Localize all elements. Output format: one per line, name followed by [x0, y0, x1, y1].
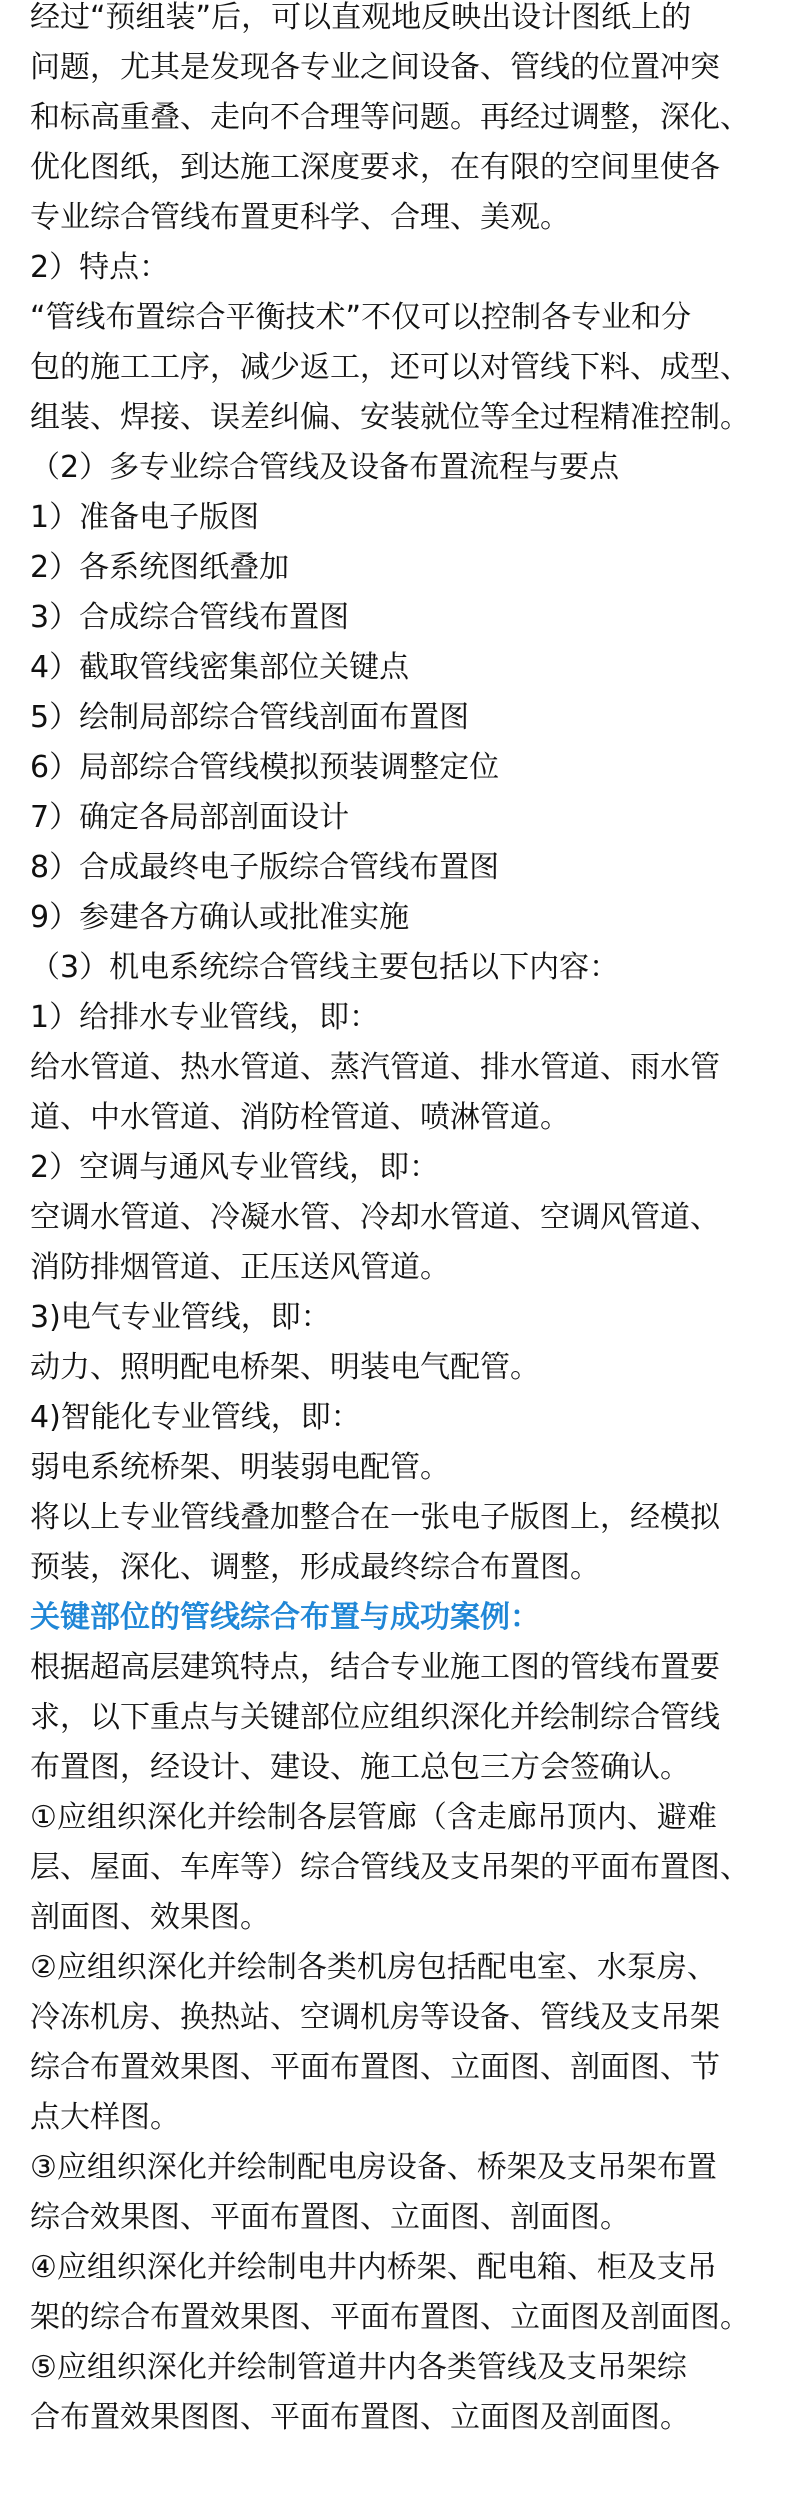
features-line: 组装、焊接、误差纠偏、安装就位等全过程精准控制。 [30, 400, 750, 435]
process-step: 8）合成最终电子版综合管线布置图 [30, 850, 500, 885]
case-line: ①应组织深化并绘制各层管廊（含走廊吊顶内、避难 [30, 1800, 717, 1835]
case-line: ③应组织深化并绘制配电房设备、桥架及支吊架布置 [30, 2150, 717, 2185]
water-heading: 1）给排水专业管线，即： [30, 1000, 380, 1035]
process-step: 2）各系统图纸叠加 [30, 550, 290, 585]
process-step: 4）截取管线密集部位关键点 [30, 650, 410, 685]
features-paragraph [30, 293, 784, 443]
process-step: 5）绘制局部综合管线剖面布置图 [30, 700, 470, 735]
smart-heading: 4)智能化专业管线，即： [30, 1400, 361, 1435]
features-line: “管线布置综合平衡技术”不仅可以控制各专业和分 [30, 300, 692, 335]
intro-line: 经过“预组装”后，可以直观地反映出设计图纸上的 [30, 0, 692, 35]
intro-line: 专业综合管线布置更科学、合理、美观。 [30, 200, 570, 235]
features-heading: 2）特点： [30, 250, 170, 285]
features-line: 包的施工工序，减少返工，还可以对管线下料、成型、 [30, 350, 750, 385]
process-step: 3）合成综合管线布置图 [30, 600, 350, 635]
electrical-line: 动力、照明配电桥架、明装电气配管。 [30, 1350, 540, 1385]
process-step: 6）局部综合管线模拟预装调整定位 [30, 750, 500, 785]
water-line: 给水管道、热水管道、蒸汽管道、排水管道、雨水管 [30, 1050, 720, 1085]
process-steps-list [30, 493, 784, 943]
merge-line: 预装，深化、调整，形成最终综合布置图。 [30, 1550, 600, 1585]
process-step: 7）确定各局部剖面设计 [30, 800, 350, 835]
case-line: 冷冻机房、换热站、空调机房等设备、管线及支吊架 [30, 2000, 720, 2035]
merge-line: 将以上专业管线叠加整合在一张电子版图上，经模拟 [30, 1500, 720, 1535]
cases-heading: 关键部位的管线综合布置与成功案例： [30, 1600, 540, 1635]
water-paragraph [30, 1043, 784, 1143]
water-line: 道、中水管道、消防栓管道、喷淋管道。 [30, 1100, 570, 1135]
electrical-heading: 3)电气专业管线，即： [30, 1300, 331, 1335]
smart-line: 弱电系统桥架、明装弱电配管。 [30, 1450, 450, 1485]
case-line: 剖面图、效果图。 [30, 1900, 270, 1935]
process-heading: （2）多专业综合管线及设备布置流程与要点 [30, 450, 620, 485]
process-step: 9）参建各方确认或批准实施 [30, 900, 410, 935]
hvac-line: 消防排烟管道、正压送风管道。 [30, 1250, 450, 1285]
case-1-paragraph [30, 1793, 784, 1943]
intro-line: 优化图纸，到达施工深度要求，在有限的空间里使各 [30, 150, 720, 185]
case-line: ④应组织深化并绘制电井内桥架、配电箱、柜及支吊 [30, 2250, 717, 2285]
case-line: 合布置效果图图、平面布置图、立面图及剖面图。 [30, 2400, 690, 2435]
content-heading: （3）机电系统综合管线主要包括以下内容： [30, 950, 620, 985]
case-line: ②应组织深化并绘制各类机房包括配电室、水泵房、 [30, 1950, 717, 1985]
merge-paragraph [30, 1493, 784, 1593]
hvac-line: 空调水管道、冷凝水管、冷却水管道、空调风管道、 [30, 1200, 720, 1235]
intro-line: 问题，尤其是发现各专业之间设备、管线的位置冲突 [30, 50, 720, 85]
intro-paragraph [30, 0, 784, 243]
case-line: ⑤应组织深化并绘制管道井内各类管线及支吊架综 [30, 2350, 687, 2385]
case-4-paragraph [30, 2243, 784, 2343]
cases-intro-line: 布置图，经设计、建设、施工总包三方会签确认。 [30, 1750, 690, 1785]
case-line: 综合效果图、平面布置图、立面图、剖面图。 [30, 2200, 630, 2235]
case-5-paragraph [30, 2343, 784, 2443]
case-line: 架的综合布置效果图、平面布置图、立面图及剖面图。 [30, 2300, 750, 2335]
hvac-heading: 2）空调与通风专业管线，即： [30, 1150, 440, 1185]
case-line: 点大样图。 [30, 2100, 180, 2135]
cases-intro-paragraph [30, 1643, 784, 1793]
hvac-paragraph [30, 1193, 784, 1293]
case-3-paragraph [30, 2143, 784, 2243]
cases-intro-line: 求，以下重点与关键部位应组织深化并绘制综合管线 [30, 1700, 720, 1735]
process-step: 1）准备电子版图 [30, 500, 260, 535]
case-line: 综合布置效果图、平面布置图、立面图、剖面图、节 [30, 2050, 720, 2085]
cases-intro-line: 根据超高层建筑特点，结合专业施工图的管线布置要 [30, 1650, 720, 1685]
intro-line: 和标高重叠、走向不合理等问题。再经过调整，深化、 [30, 100, 750, 135]
case-line: 层、屋面、车库等）综合管线及支吊架的平面布置图、 [30, 1850, 750, 1885]
case-2-paragraph [30, 1943, 784, 2143]
